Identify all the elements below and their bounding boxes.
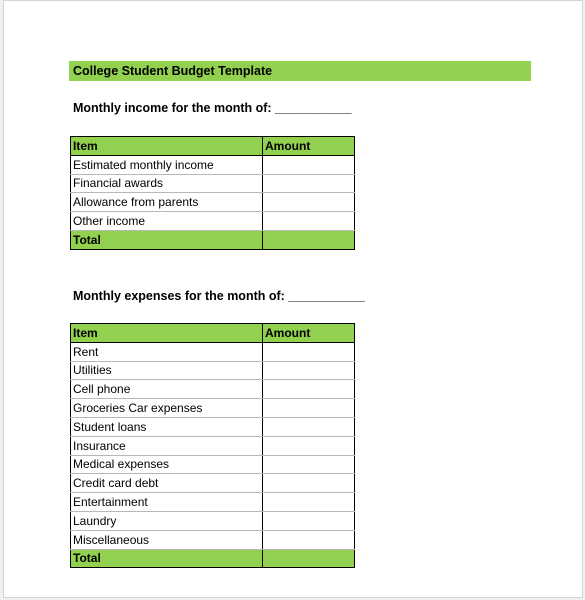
document-page — [3, 0, 583, 598]
income-row — [71, 193, 355, 212]
expense-item-cell: Medical expenses — [71, 455, 263, 474]
expense-amount-cell[interactable] — [263, 417, 355, 436]
income-total-label: Total — [71, 230, 263, 249]
expense-amount-cell[interactable] — [263, 380, 355, 399]
expense-item-cell: Student loans — [71, 417, 263, 436]
expense-row — [71, 474, 355, 493]
expense-row — [71, 455, 355, 474]
income-total-row — [71, 230, 355, 249]
expenses-total-label: Total — [71, 549, 263, 568]
income-row — [71, 174, 355, 193]
income-amount-cell[interactable] — [263, 212, 355, 231]
expense-amount-cell[interactable] — [263, 530, 355, 549]
expenses-table — [70, 323, 355, 568]
expense-amount-cell[interactable] — [263, 474, 355, 493]
expenses-header-row — [71, 324, 355, 343]
income-amount-column-header: Amount — [263, 137, 355, 156]
income-amount-cell[interactable] — [263, 155, 355, 174]
expense-row — [71, 436, 355, 455]
expenses-amount-column-header: Amount — [263, 324, 355, 343]
expense-amount-cell[interactable] — [263, 399, 355, 418]
expense-item-cell: Miscellaneous — [71, 530, 263, 549]
income-row — [71, 212, 355, 231]
income-row — [71, 155, 355, 174]
income-amount-cell[interactable] — [263, 174, 355, 193]
expense-amount-cell[interactable] — [263, 342, 355, 361]
expenses-item-column-header: Item — [71, 324, 263, 343]
expenses-heading: Monthly expenses for the month of: ___________ — [73, 289, 365, 303]
expense-row — [71, 530, 355, 549]
expense-amount-cell[interactable] — [263, 361, 355, 380]
income-item-cell: Other income — [71, 212, 263, 231]
income-item-cell: Allowance from parents — [71, 193, 263, 212]
expense-item-cell: Cell phone — [71, 380, 263, 399]
income-table — [70, 136, 355, 250]
income-heading: Monthly income for the month of: ___________ — [73, 101, 352, 115]
income-header-row — [71, 137, 355, 156]
expense-amount-cell[interactable] — [263, 511, 355, 530]
expense-item-cell: Rent — [71, 342, 263, 361]
income-amount-cell[interactable] — [263, 193, 355, 212]
expense-row — [71, 361, 355, 380]
expense-row — [71, 511, 355, 530]
expense-row — [71, 417, 355, 436]
expense-amount-cell[interactable] — [263, 436, 355, 455]
income-item-cell: Estimated monthly income — [71, 155, 263, 174]
expense-row — [71, 399, 355, 418]
expense-amount-cell[interactable] — [263, 455, 355, 474]
document-title: College Student Budget Template — [69, 61, 531, 81]
expense-item-cell: Laundry — [71, 511, 263, 530]
expense-item-cell: Insurance — [71, 436, 263, 455]
income-item-cell: Financial awards — [71, 174, 263, 193]
expenses-total-row — [71, 549, 355, 568]
expense-row — [71, 342, 355, 361]
expense-row — [71, 380, 355, 399]
expense-item-cell: Utilities — [71, 361, 263, 380]
expense-item-cell: Entertainment — [71, 493, 263, 512]
expense-amount-cell[interactable] — [263, 493, 355, 512]
income-item-column-header: Item — [71, 137, 263, 156]
expenses-total-amount[interactable] — [263, 549, 355, 568]
expense-row — [71, 493, 355, 512]
income-total-amount[interactable] — [263, 230, 355, 249]
expense-item-cell: Credit card debt — [71, 474, 263, 493]
expense-item-cell: Groceries Car expenses — [71, 399, 263, 418]
